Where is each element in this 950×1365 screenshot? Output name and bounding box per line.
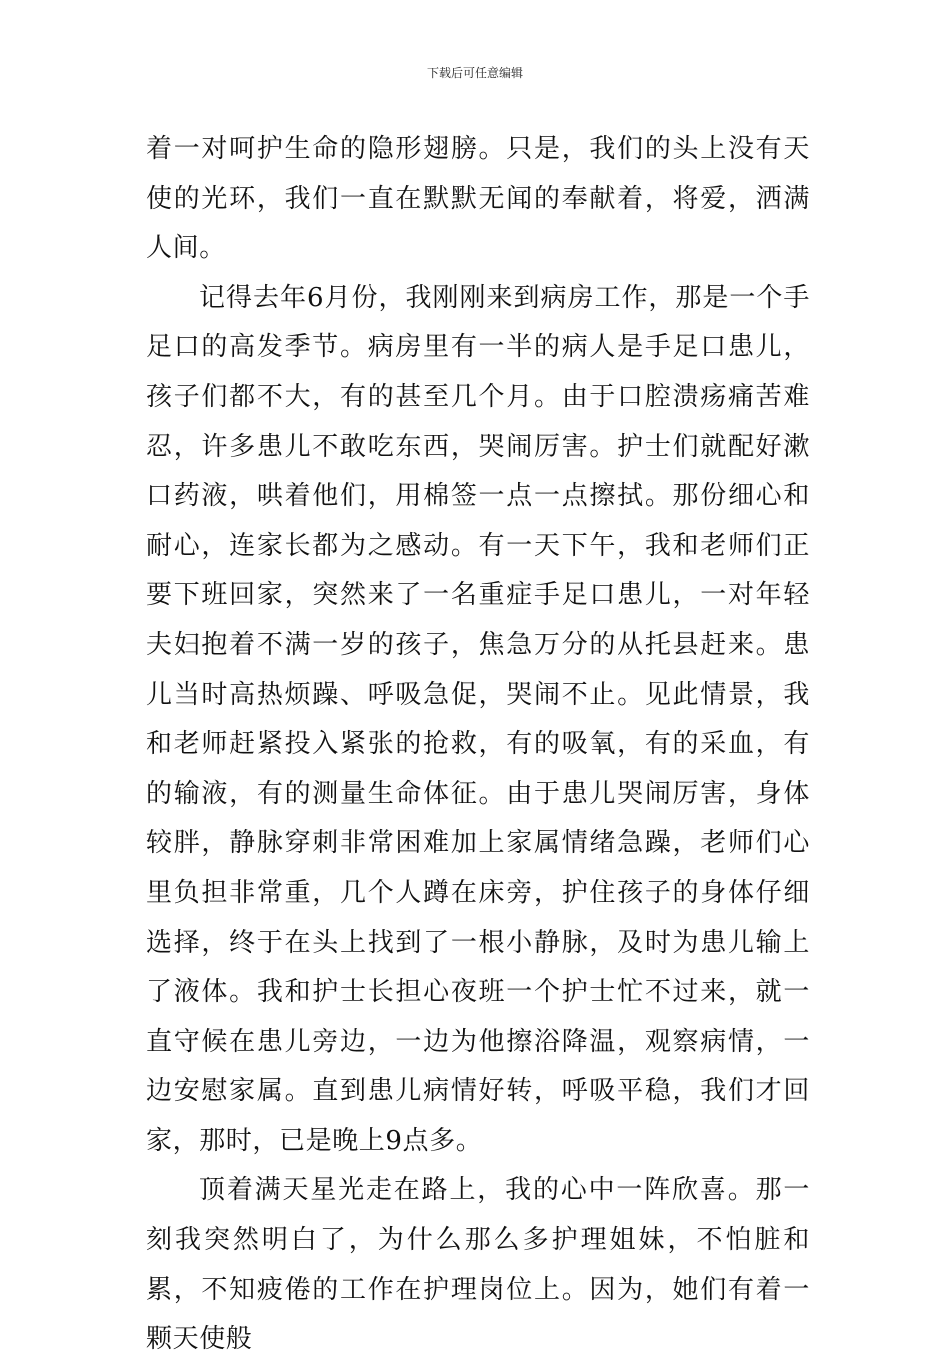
document-body [146, 125, 810, 1365]
paragraph-reflection: 顶着满天星光走在路上，我的心中一阵欣喜。那一刻我突然明白了，为什么那么多护理姐妹，不怕脏和累，不知疲倦的工作在护理岗位上。因为，她们有着一颗天使般 [146, 1175, 810, 1355]
paragraph-story: 记得去年6月份，我刚刚来到病房工作，那是一个手足口的高发季节。病房里有一半的病人是手足口患儿，孩子们都不大，有的甚至几个月。由于口腔溃疡痛苦难忍，许多患儿不敢吃东西，哭闹厉害。护士们就配好漱口药液，哄着他们，用棉签一点一点擦拭。那份细心和耐心，连家长都为之感动。有一天下午，我和老师们正要下班回家，突然来了一名重症手足口患儿，一对年轻夫妇抱着不满一岁的孩子，焦急万分的从托县赶来。患儿当时高热烦躁、呼吸急促，哭闹不止。见此情景，我和老师赶紧投入紧张的抢救，有的吸氧，有的采血，有的输液，有的测量生命体征。由于患儿哭闹厉害，身体较胖，静脉穿刺非常困难加上家属情绪急躁，老师们心里负担非常重，几个人蹲在床旁，护住孩子的身体仔细选择，终于在头上找到了一根小静脉，及时为患儿输上了液体。我和护士长担心夜班一个护士忙不过来，就一直守候在患儿旁边，一边为他擦浴降温，观察病情，一边安慰家属。直到患儿病情好转，呼吸平稳，我们才回家，那时，已是晚上9点多。 [146, 282, 810, 1156]
paragraph-continued: 着一对呵护生命的隐形翅膀。只是，我们的头上没有天使的光环，我们一直在默默无闻的奉献着，将爱，洒满人间。 [146, 134, 810, 264]
page-header: 下载后可任意编辑 [426, 66, 523, 80]
